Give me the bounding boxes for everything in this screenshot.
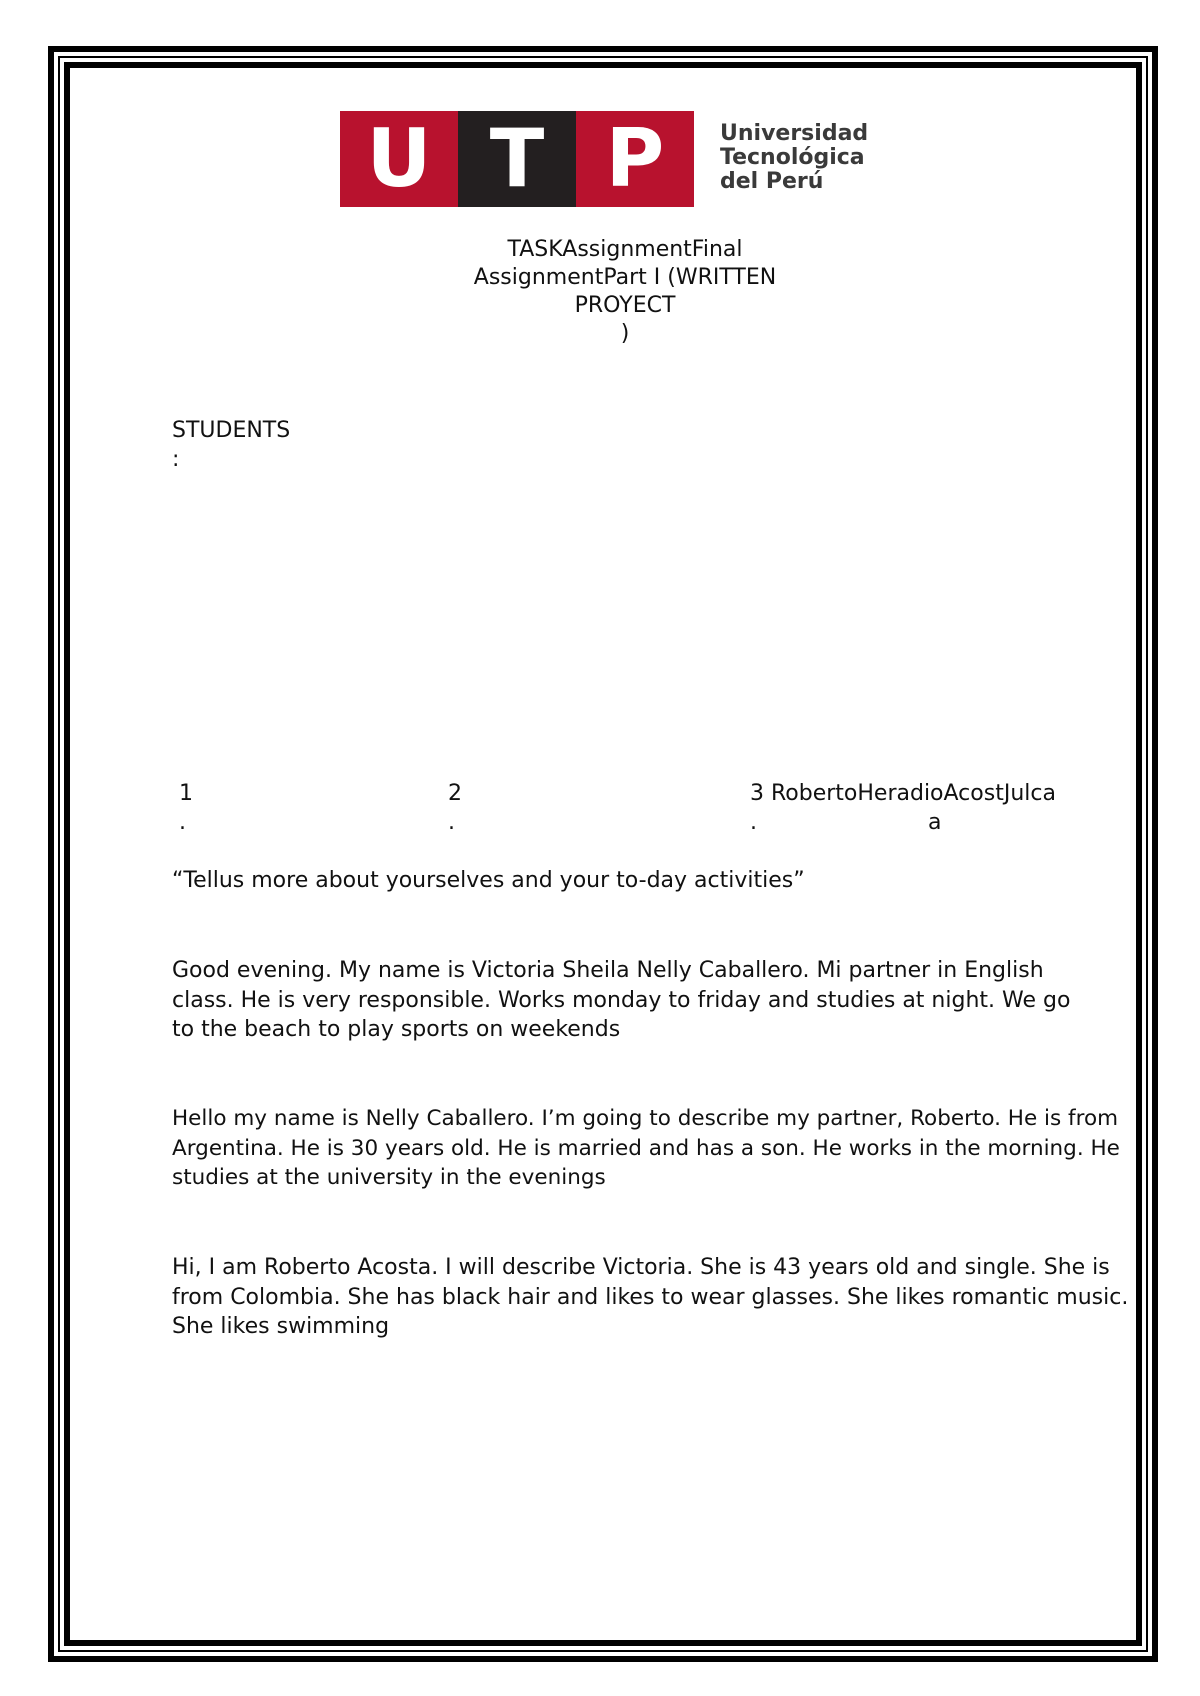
paragraph-line: Good evening. My name is Victoria Sheila Nelly Caballero. Mi partner in English [172,958,1044,983]
paragraph-1 [172,956,1070,1045]
student-number-3: 3 RobertoHeradioAcostJulca [750,781,1056,806]
student-name-wrap: a [928,810,942,835]
paragraph-line: from Colombia. She has black hair and likes to wear glasses. She likes romantic music. [172,1284,1129,1310]
title-line: AssignmentPart I (WRITTEN [473,265,777,290]
logo-name-line: del Perú [720,169,824,194]
student-dot-2: . [448,810,455,835]
title-line: TASKAssignmentFinal [507,237,743,262]
paragraph-line: class. He is very responsible. Works monday to friday and studies at night. We go [172,987,1071,1013]
logo-university-name [720,122,868,194]
paragraph-line: Hello my name is Nelly Caballero. I’m going to describe my partner, Roberto. He is from [172,1106,1119,1131]
logo-name-line: Universidad [720,121,869,146]
paragraph-line: She likes swimming [172,1314,390,1339]
paragraph-line: Argentina. He is 30 years old. He is married and has a son. He works in the morning. He [172,1135,1120,1161]
utp-logo [340,111,694,207]
logo-name-line: Tecnológica [720,145,865,170]
logo-letter-t: T [458,111,576,207]
logo-letter-u: U [340,111,458,207]
students-label: STUDENTS [172,418,291,443]
paragraph-2 [172,1104,1120,1193]
document-title [440,236,810,348]
title-line: PROYECT [574,293,676,318]
paragraph-line: Hi, I am Roberto Acosta. I will describe Victoria. She is 43 years old and single. She is [172,1255,1110,1280]
paragraph-line: to the beach to play sports on weekends [172,1017,621,1042]
logo-letter-p: P [576,111,694,207]
student-dot-3: . [750,810,757,835]
paragraph-3 [172,1253,1128,1342]
student-number-2: 2 [448,781,462,806]
prompt-question: “Tellus more about yourselves and your to-day activities” [172,868,805,893]
student-dot-1: . [179,810,186,835]
paragraph-line: studies at the university in the evenings [172,1165,606,1190]
students-colon: : [172,447,180,472]
student-number-1: 1 [179,781,193,806]
title-line: ) [620,321,630,346]
